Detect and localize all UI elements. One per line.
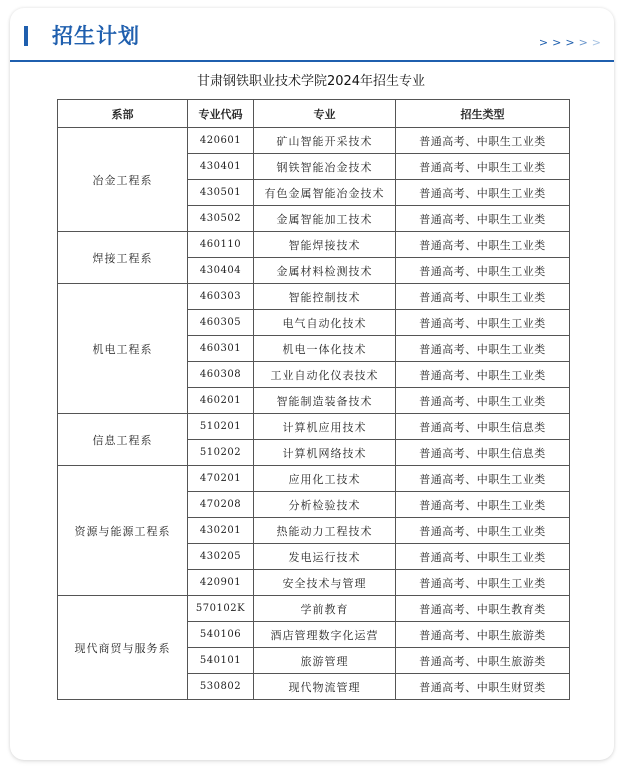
major-code-cell: 530802 [188, 674, 254, 700]
major-code-cell: 430502 [188, 206, 254, 232]
major-code-cell: 540106 [188, 622, 254, 648]
chevron-right-icon: > [578, 36, 589, 49]
department-cell: 资源与能源工程系 [58, 466, 188, 596]
department-cell: 机电工程系 [58, 284, 188, 414]
major-code-cell: 460305 [188, 310, 254, 336]
major-name-cell: 矿山智能开采技术 [254, 128, 396, 154]
column-header-type: 招生类型 [396, 100, 570, 128]
enrollment-type-cell: 普通高考、中职生工业类 [396, 180, 570, 206]
major-code-cell: 420601 [188, 128, 254, 154]
major-code-cell: 460201 [188, 388, 254, 414]
enrollment-type-cell: 普通高考、中职生工业类 [396, 128, 570, 154]
table-title: 甘肃钢铁职业技术学院2024年招生专业 [196, 74, 426, 89]
major-code-cell: 420901 [188, 570, 254, 596]
major-name-cell: 智能制造装备技术 [254, 388, 396, 414]
enrollment-type-cell: 普通高考、中职生工业类 [396, 232, 570, 258]
chevron-right-icon: > [552, 36, 563, 49]
major-code-cell: 470208 [188, 492, 254, 518]
major-name-cell: 热能动力工程技术 [254, 518, 396, 544]
major-name-cell: 酒店管理数字化运营 [254, 622, 396, 648]
major-name-cell: 安全技术与管理 [254, 570, 396, 596]
major-code-cell: 430404 [188, 258, 254, 284]
major-code-cell: 510202 [188, 440, 254, 466]
enrollment-type-cell: 普通高考、中职生工业类 [396, 258, 570, 284]
enrollment-type-cell: 普通高考、中职生工业类 [396, 284, 570, 310]
department-cell: 信息工程系 [58, 414, 188, 466]
enrollment-type-cell: 普通高考、中职生旅游类 [396, 622, 570, 648]
major-name-cell: 旅游管理 [254, 648, 396, 674]
enrollment-type-cell: 普通高考、中职生工业类 [396, 336, 570, 362]
column-header-major: 专业 [254, 100, 396, 128]
enrollment-type-cell: 普通高考、中职生工业类 [396, 388, 570, 414]
major-code-cell: 430401 [188, 154, 254, 180]
major-name-cell: 发电运行技术 [254, 544, 396, 570]
major-name-cell: 学前教育 [254, 596, 396, 622]
table-row [58, 414, 570, 440]
major-code-cell: 540101 [188, 648, 254, 674]
major-code-cell: 460301 [188, 336, 254, 362]
major-name-cell: 应用化工技术 [254, 466, 396, 492]
major-name-cell: 计算机网络技术 [254, 440, 396, 466]
chevron-right-icon: > [591, 36, 602, 49]
major-code-cell: 570102K [188, 596, 254, 622]
major-name-cell: 现代物流管理 [254, 674, 396, 700]
section-title: 招生计划 [52, 24, 140, 48]
major-name-cell: 有色金属智能冶金技术 [254, 180, 396, 206]
table-row [58, 284, 570, 310]
major-name-cell: 计算机应用技术 [254, 414, 396, 440]
major-code-cell: 460308 [188, 362, 254, 388]
enrollment-table [57, 99, 570, 700]
department-cell: 冶金工程系 [58, 128, 188, 232]
chevron-right-icon: > [538, 36, 550, 49]
major-code-cell: 430501 [188, 180, 254, 206]
chevron-right-icon: > [565, 36, 576, 49]
enrollment-type-cell: 普通高考、中职生信息类 [396, 414, 570, 440]
table-header-row [58, 100, 570, 128]
column-header-department: 系部 [58, 100, 188, 128]
major-code-cell: 470201 [188, 466, 254, 492]
enrollment-type-cell: 普通高考、中职生财贸类 [396, 674, 570, 700]
major-code-cell: 430205 [188, 544, 254, 570]
table-row [58, 128, 570, 154]
header-accent-bar [24, 26, 28, 46]
major-name-cell: 机电一体化技术 [254, 336, 396, 362]
major-code-cell: 430201 [188, 518, 254, 544]
enrollment-type-cell: 普通高考、中职生工业类 [396, 466, 570, 492]
major-name-cell: 金属材料检测技术 [254, 258, 396, 284]
enrollment-type-cell: 普通高考、中职生工业类 [396, 544, 570, 570]
enrollment-type-cell: 普通高考、中职生工业类 [396, 154, 570, 180]
major-name-cell: 智能控制技术 [254, 284, 396, 310]
table-body [58, 128, 570, 700]
enrollment-type-cell: 普通高考、中职生工业类 [396, 310, 570, 336]
section-header [10, 8, 614, 62]
major-code-cell: 460110 [188, 232, 254, 258]
column-header-code: 专业代码 [188, 100, 254, 128]
major-name-cell: 金属智能加工技术 [254, 206, 396, 232]
table-row [58, 466, 570, 492]
major-code-cell: 460303 [188, 284, 254, 310]
more-arrows [536, 36, 602, 49]
major-name-cell: 钢铁智能冶金技术 [254, 154, 396, 180]
major-name-cell: 电气自动化技术 [254, 310, 396, 336]
enrollment-type-cell: 普通高考、中职生信息类 [396, 440, 570, 466]
enrollment-type-cell: 普通高考、中职生工业类 [396, 362, 570, 388]
enrollment-type-cell: 普通高考、中职生教育类 [396, 596, 570, 622]
table-row [58, 232, 570, 258]
enrollment-type-cell: 普通高考、中职生工业类 [396, 518, 570, 544]
table-row [58, 596, 570, 622]
major-name-cell: 工业自动化仪表技术 [254, 362, 396, 388]
major-name-cell: 智能焊接技术 [254, 232, 396, 258]
enrollment-type-cell: 普通高考、中职生工业类 [396, 206, 570, 232]
major-name-cell: 分析检验技术 [254, 492, 396, 518]
major-code-cell: 510201 [188, 414, 254, 440]
enrollment-type-cell: 普通高考、中职生工业类 [396, 492, 570, 518]
enrollment-type-cell: 普通高考、中职生旅游类 [396, 648, 570, 674]
enrollment-type-cell: 普通高考、中职生工业类 [396, 570, 570, 596]
department-cell: 焊接工程系 [58, 232, 188, 284]
department-cell: 现代商贸与服务系 [58, 596, 188, 700]
